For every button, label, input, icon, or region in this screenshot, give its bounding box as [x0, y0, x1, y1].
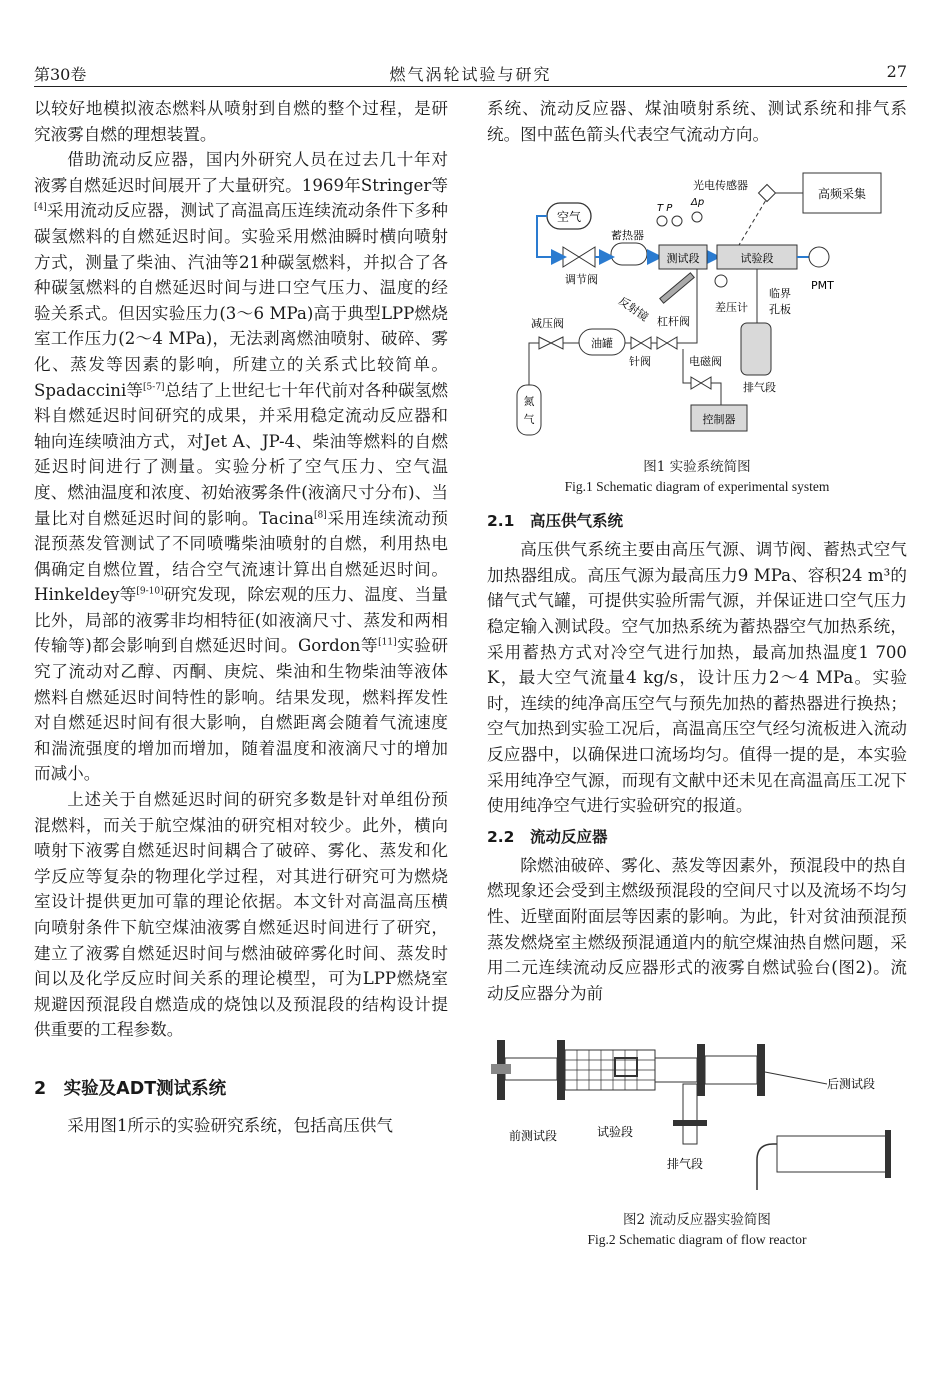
photo-sensor-label: 光电传感器 — [693, 179, 748, 193]
citation: [9-10] — [136, 586, 164, 597]
section-2-1-heading: 2.1 高压供气系统 — [487, 512, 623, 531]
fuel-tank-label: 油罐 — [591, 337, 613, 351]
nitrogen-bottle — [517, 385, 541, 435]
page-number: 27 — [886, 62, 907, 81]
front-label: 前测试段 — [509, 1129, 558, 1144]
citation: [11] — [378, 637, 397, 648]
left-paragraph-3: 上述关于自燃延迟时间的研究多数是针对单组份预混燃料，而关于航空煤油的研究相对较少。此外，横向喷射下液雾自燃延迟时间耦合了破碎、雾化、蒸发和化学反应等复杂的物理化学过程，对其进行研究可为燃烧室设计提供更加可靠的理论依据。本文针对高温高压横向喷射条件下航空煤油液雾自燃延迟时间进行了研究，建立了液雾自燃延迟时间与燃油破碎雾化时间、蒸发时间以及化学反应时间关系的理论模型，可为LPP燃烧室规避因预混段自燃造成的烧蚀以及预混段的结构设计提供重要的工程参数。 — [34, 790, 448, 1040]
gauge-icon — [672, 216, 682, 226]
exhaust-cylinder — [741, 323, 771, 375]
gauge-icon — [692, 212, 702, 222]
exhaust-flange — [673, 1120, 707, 1126]
daq-label: 高频采集 — [817, 187, 867, 202]
exhaust-pipe — [777, 1136, 887, 1172]
regulator-label: 调节阀 — [565, 273, 598, 287]
flange — [757, 1044, 765, 1096]
gauge-label: 差压计 — [715, 301, 748, 315]
pmt-sensor — [809, 247, 829, 267]
pressure-reducer-label: 减压阀 — [531, 317, 564, 331]
exp-label: 试验段 — [597, 1125, 634, 1140]
front-test-section — [505, 1058, 557, 1080]
needle-valve-icon — [631, 337, 651, 349]
solenoid-label: 电磁阀 — [689, 355, 722, 369]
pmt-label: PMT — [811, 279, 834, 293]
flow-reactor-diagram — [487, 1020, 907, 1210]
figure-1 — [507, 165, 887, 455]
inlet-pipe — [491, 1064, 511, 1074]
section-2-heading: 2 实验及ADT测试系统 — [34, 1078, 227, 1099]
lever-label: 杠杆阀 — [657, 315, 690, 329]
text-run: 采用连续流动预混预蒸发管测试了不同喷嘴柴油喷射的自燃，利用热电偶确定自燃位置，结合空气流速计算出自燃延迟时间。Hinkeldey等 — [34, 508, 449, 605]
test-section-label: 测试段 — [666, 252, 700, 266]
right-paragraph-2: 高压供气系统主要由高压气源、调节阀、蓄热式空气加热器组成。高压气源为最高压力9 MPa、容积24 m³的储气式气罐，可提供实验所需气源，并保证进口空气压力稳定输入测试段。空气加热系统为蓄热器空气加热系统，采用蓄热方式对冷空气进行加热，最高加热温度1 700 K，最大空气流量4 kg/s，设计压力2～4 MPa。实验时，连续的纯净高压空气与预先加热的蓄热器进行换热；空气加热到实验工况后，高温高压空气经匀流板进入流动反应器中，以确保进口流场均匀。值得一提的是，本实验采用纯净空气源，而现有文献中还未见在高温高压工况下使用纯净空气进行实验研究的报道。 — [487, 540, 907, 816]
n2-label-b: 气 — [523, 413, 535, 427]
heater-label: 蓄热器 — [611, 229, 644, 243]
right-paragraph-3: 除燃油破碎、雾化、蒸发等因素外，预混段中的热自燃现象还会受到主燃级预混段的空间尺寸以及流场不均匀性、近壁面附面层等因素的影响。为此，针对贫油预混预蒸发燃烧室主燃级预混通道内的航空煤油热自燃问题，采用二元连续流动反应器形式的液雾自燃试验台(图2)。流动反应器分为前 — [487, 855, 907, 1003]
figure-2-caption-cn: 图2 流动反应器实验简图 — [623, 1212, 771, 1229]
section-2-2-heading: 2.2 流动反应器 — [487, 827, 608, 846]
diff-gauge-icon — [715, 275, 727, 287]
n2-label-a: 氮 — [523, 395, 535, 409]
controller-label: 控制器 — [702, 413, 736, 427]
running-header — [34, 60, 907, 87]
rear-test-section-pipe — [655, 1058, 697, 1082]
reducer-valve-icon — [539, 337, 563, 349]
text-run: 研究发现，除宏观的压力、温度、当量比外，局部的液雾非均相特征(如液滴尺寸、蒸发和两相传输等)都会影响到自燃延迟时间。Gordon等 — [34, 585, 449, 656]
citation: [5-7] — [143, 382, 165, 392]
left-paragraph-1: 以较好地模拟液态燃料从喷射到自燃的整个过程，是研究液雾自燃的理想装置。 — [34, 99, 448, 144]
mirror-icon — [660, 273, 694, 303]
heater-tank — [611, 243, 647, 265]
figure-1-caption-en: Fig.1 Schematic diagram of experimental system — [564, 479, 830, 495]
exhaust-riser — [683, 1084, 697, 1144]
left-paragraph-4: 采用图1所示的实验研究系统，包括高压供气 — [67, 1115, 394, 1135]
orifice-label: 孔板 — [769, 303, 791, 317]
right-column — [487, 96, 907, 1250]
figure-1-caption-cn: 图1 实验系统简图 — [643, 459, 751, 476]
citation: [4] — [34, 202, 47, 213]
journal-title: 燃气涡轮试验与研究 — [389, 65, 552, 84]
figure-2 — [487, 1020, 907, 1210]
left-paragraph-2 — [34, 147, 448, 787]
lever-valve-icon — [657, 337, 677, 349]
volume-label: 第30卷 — [34, 65, 87, 84]
text-run: 总结了上世纪七十年代前对各种碳氢燃料自燃延迟时间研究的成果，并采用稳定流动反应器和轴向连续喷油方式，对Jet A、JP-4、柴油等燃料的自燃延迟时间进行了测量。实验分析了空气压力、空气温度、燃油温度和浓度、初始液雾条件(液滴尺寸分布)、当量比对自燃延迟时间的影响。Tacina — [34, 380, 448, 528]
experimental-system-diagram — [507, 165, 887, 455]
exhaust-label: 排气段 — [743, 381, 776, 395]
solenoid-valve-icon — [691, 377, 711, 389]
rear-label: 后测试段 — [827, 1077, 876, 1092]
rear-test-section — [705, 1056, 757, 1084]
mirror-label: 反射镜 — [616, 294, 651, 325]
tp-label: T P — [657, 203, 673, 215]
left-column — [34, 96, 448, 1138]
text-run: 实验研究了流动对乙醇、丙酮、庚烷、柴油和生物柴油等液体燃料自燃延迟时间特性的影响。结果发现，燃料挥发性对自燃延迟时间有很大影响，自燃距离会随着气流速度和湍流强度的增加而增加，随着温度和液滴尺寸的增加而减小。 — [34, 636, 449, 784]
regulator-valve-icon — [563, 247, 595, 267]
flange — [557, 1040, 565, 1100]
exhaust-label: 排气段 — [667, 1157, 704, 1172]
exhaust-flange — [885, 1130, 891, 1178]
text-run: 采用流动反应器，测试了高温高压连续流动条件下多种碳氢燃料的自燃延迟时间。实验采用燃油瞬时横向喷射方式，测量了柴油、汽油等21种碳氢燃料，并拟合了各种碳氢燃料的自燃延迟时间与进口空气压力、温度的经验关系式。但因实验压力(3～6 MPa)高于典型LPP燃烧室工作压力(2～4 MPa)，无法剥离燃油喷射、破碎、雾化、蒸发等因素的影响，所建立的关系式比较简单。Spadaccini等 — [34, 201, 448, 400]
gauge-icon — [657, 216, 667, 226]
citation: [8] — [314, 509, 327, 520]
exp-section-label: 试验段 — [740, 252, 774, 266]
needle-label: 针阀 — [629, 355, 651, 369]
critical-label: 临界 — [769, 287, 791, 301]
dp-label: Δp — [691, 197, 705, 209]
figure-2-caption-en: Fig.2 Schematic diagram of flow reactor — [587, 1232, 807, 1248]
flange — [697, 1044, 705, 1096]
photo-sensor-icon — [759, 185, 776, 202]
text-run: 借助流动反应器，国内外研究人员在过去几十年对液雾自燃延迟时间展开了大量研究。1969年Stringer等 — [34, 150, 448, 195]
right-paragraph-1: 系统、流动反应器、煤油喷射系统、测试系统和排气系统。图中蓝色箭头代表空气流动方向。 — [487, 99, 907, 144]
leader-line — [765, 1072, 827, 1084]
air-label: 空气 — [556, 210, 582, 225]
optical-path — [739, 195, 769, 245]
